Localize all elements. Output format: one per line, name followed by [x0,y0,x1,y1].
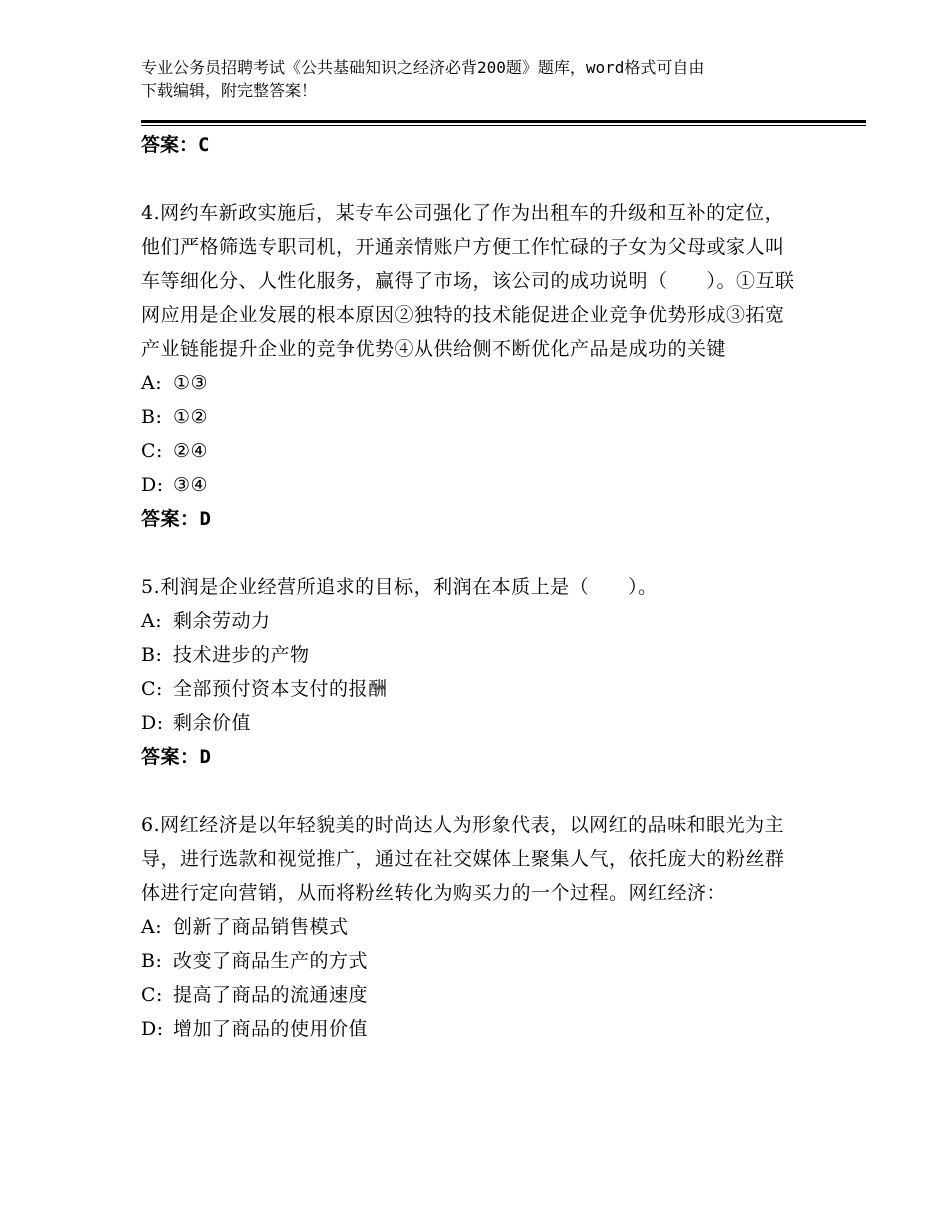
answer-label: 答案：C [141,134,210,156]
option-text: 剩余价值 [173,712,252,734]
option-text: 全部预付资本支付的报酬 [173,678,388,700]
option-text: 技术进步的产物 [173,644,310,666]
option-text: ②④ [173,440,209,462]
option-b [141,400,801,434]
option-c [141,672,801,706]
option-a [141,604,801,638]
option-text: ③④ [173,474,209,496]
option-key: C: [141,678,163,700]
option-text: ①③ [173,372,209,394]
option-key: B: [141,644,163,666]
option-key: B: [141,406,163,428]
document-body [141,128,801,1046]
option-a [141,910,801,944]
header-line-1: 专业公务员招聘考试《公共基础知识之经济必背200题》题库，word格式可自由 [141,58,705,77]
option-text: 创新了商品销售模式 [173,916,349,938]
option-key: C: [141,440,163,462]
question-stem: 5.利润是企业经营所追求的目标，利润在本质上是（ ）。 [141,576,658,598]
option-c [141,434,801,468]
option-key: D: [141,712,164,734]
option-key: A: [141,916,163,938]
option-c [141,978,801,1012]
option-b [141,638,801,672]
page-header [141,56,811,102]
question-5 [141,570,801,772]
answer-label: 答案：D [141,746,212,768]
header-divider-thick [141,120,866,123]
option-text: ①② [173,406,209,428]
question-6 [141,808,801,1046]
option-text: 提高了商品的流通速度 [173,984,369,1006]
option-key: D: [141,474,164,496]
option-text: 改变了商品生产的方式 [173,950,369,972]
question-4 [141,196,801,534]
option-d [141,1012,801,1046]
header-line-2: 下载编辑，附完整答案！ [141,81,318,100]
answer-label: 答案：D [141,508,212,530]
option-a [141,366,801,400]
option-d [141,706,801,740]
option-text: 增加了商品的使用价值 [173,1018,369,1040]
option-key: A: [141,372,163,394]
option-key: A: [141,610,163,632]
option-key: C: [141,984,163,1006]
option-key: D: [141,1018,164,1040]
option-d [141,468,801,502]
option-key: B: [141,950,163,972]
option-text: 剩余劳动力 [173,610,271,632]
question-stem: 6.网红经济是以年轻貌美的时尚达人为形象代表，以网红的品味和眼光为主导，进行选款和视觉推广，通过在社交媒体上聚集人气，依托庞大的粉丝群体进行定向营销，从而将粉丝转化为购买力的一个过程。网红经济： [141,814,785,904]
header-divider-thin [141,125,866,126]
question-stem: 4.网约车新政实施后，某专车公司强化了作为出租车的升级和互补的定位，他们严格筛选专职司机，开通亲情账户方便工作忙碌的子女为父母或家人叫车等细化分、人性化服务，赢得了市场，该公司的成功说明（ ）。①互联网应用是企业发展的根本原因②独特的技术能促进企业竞争优势形成③拓宽产业链能提升企业的竞争优势④从供给侧不断优化产品是成功的关键 [141,202,795,360]
option-b [141,944,801,978]
